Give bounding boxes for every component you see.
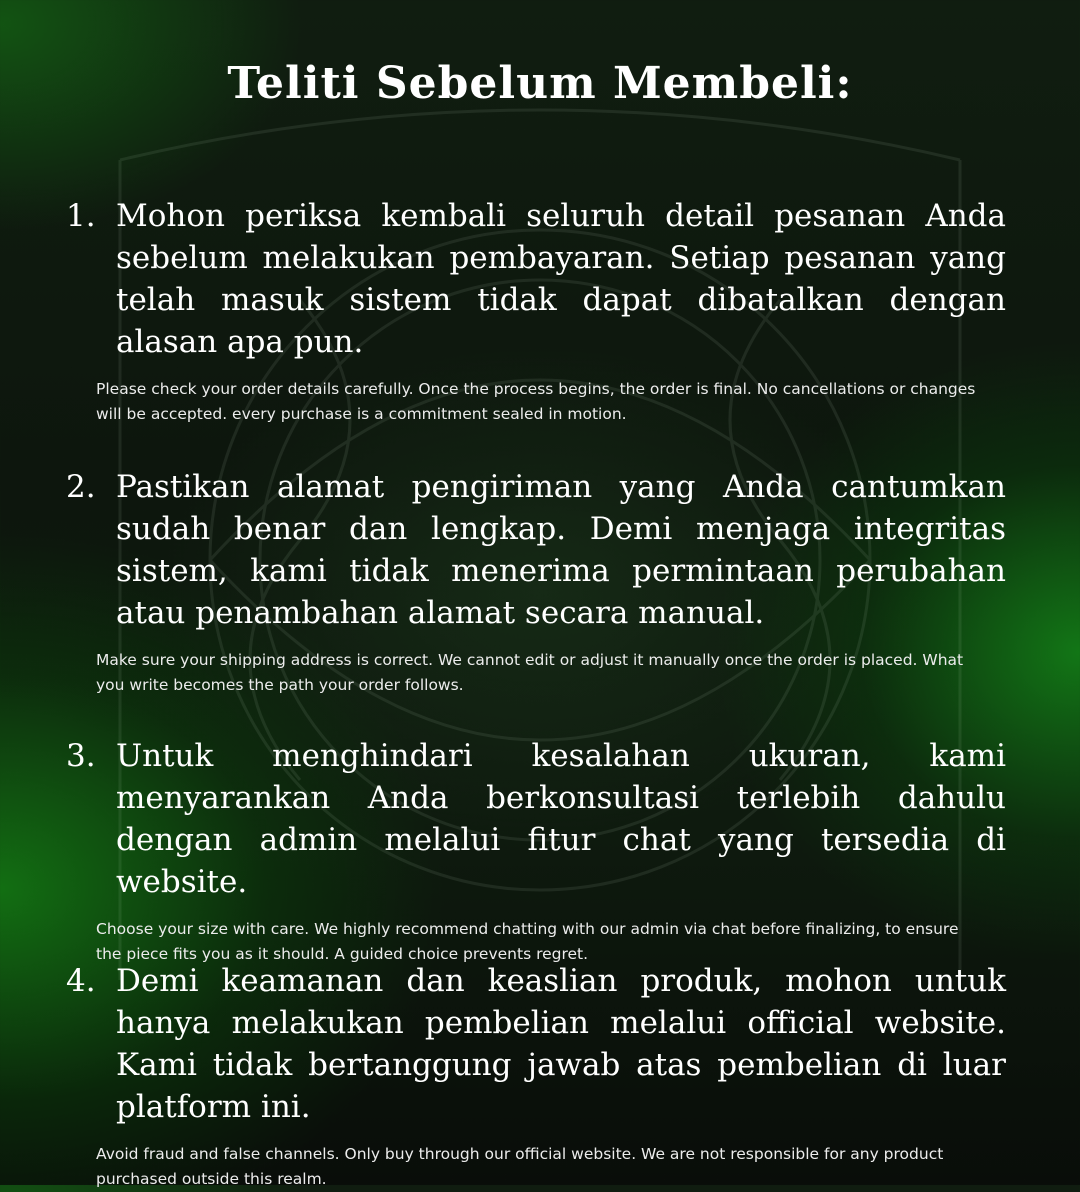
page-title: Teliti Sebelum Membeli: <box>227 58 853 109</box>
list-item <box>66 466 1006 698</box>
item-text: Pastikan alamat pengiriman yang Anda cantumkan sudah benar dan lengkap. Demi menjaga integritas sistem, kami tidak menerima permintaan perubahan atau penambahan alamat secara manual. <box>116 469 1006 631</box>
item-text: Mohon periksa kembali seluruh detail pesanan Anda sebelum melakukan pembayaran. Setiap pesanan yang telah masuk sistem tidak dapat dibatalkan dengan alasan apa pun. <box>116 198 1006 360</box>
list-item <box>66 195 1006 427</box>
item-indonesian-text <box>66 735 1006 903</box>
item-number: 1. <box>66 198 96 234</box>
item-number: 2. <box>66 469 96 505</box>
item-english-translation: Make sure your shipping address is correct. We cannot edit or adjust it manually once the order is placed. What you write becomes the path your order follows. <box>96 651 964 694</box>
item-indonesian-text <box>66 960 1006 1128</box>
item-indonesian-text <box>66 466 1006 634</box>
item-text: Demi keamanan dan keaslian produk, mohon untuk hanya melakukan pembelian melalui official website. Kami tidak bertanggung jawab atas pembelian di luar platform ini. <box>116 963 1006 1125</box>
item-text: Untuk menghindari kesalahan ukuran, kami menyarankan Anda berkonsultasi terlebih dahulu dengan admin melalui fitur chat yang tersedia di website. <box>116 738 1006 900</box>
item-english-translation: Choose your size with care. We highly recommend chatting with our admin via chat before finalizing, to ensure the piece fits you as it should. A guided choice prevents regret. <box>96 920 959 963</box>
item-number: 3. <box>66 738 96 774</box>
list-item <box>66 960 1006 1192</box>
item-indonesian-text <box>66 195 1006 363</box>
item-number: 4. <box>66 963 96 999</box>
list-item <box>66 735 1006 967</box>
item-english-translation: Avoid fraud and false channels. Only buy through our official website. We are not responsible for any product purchased outside this realm. <box>96 1145 944 1188</box>
item-english-translation: Please check your order details carefully. Once the process begins, the order is final. No cancellations or changes will be accepted. every purchase is a commitment sealed in motion. <box>96 380 976 423</box>
